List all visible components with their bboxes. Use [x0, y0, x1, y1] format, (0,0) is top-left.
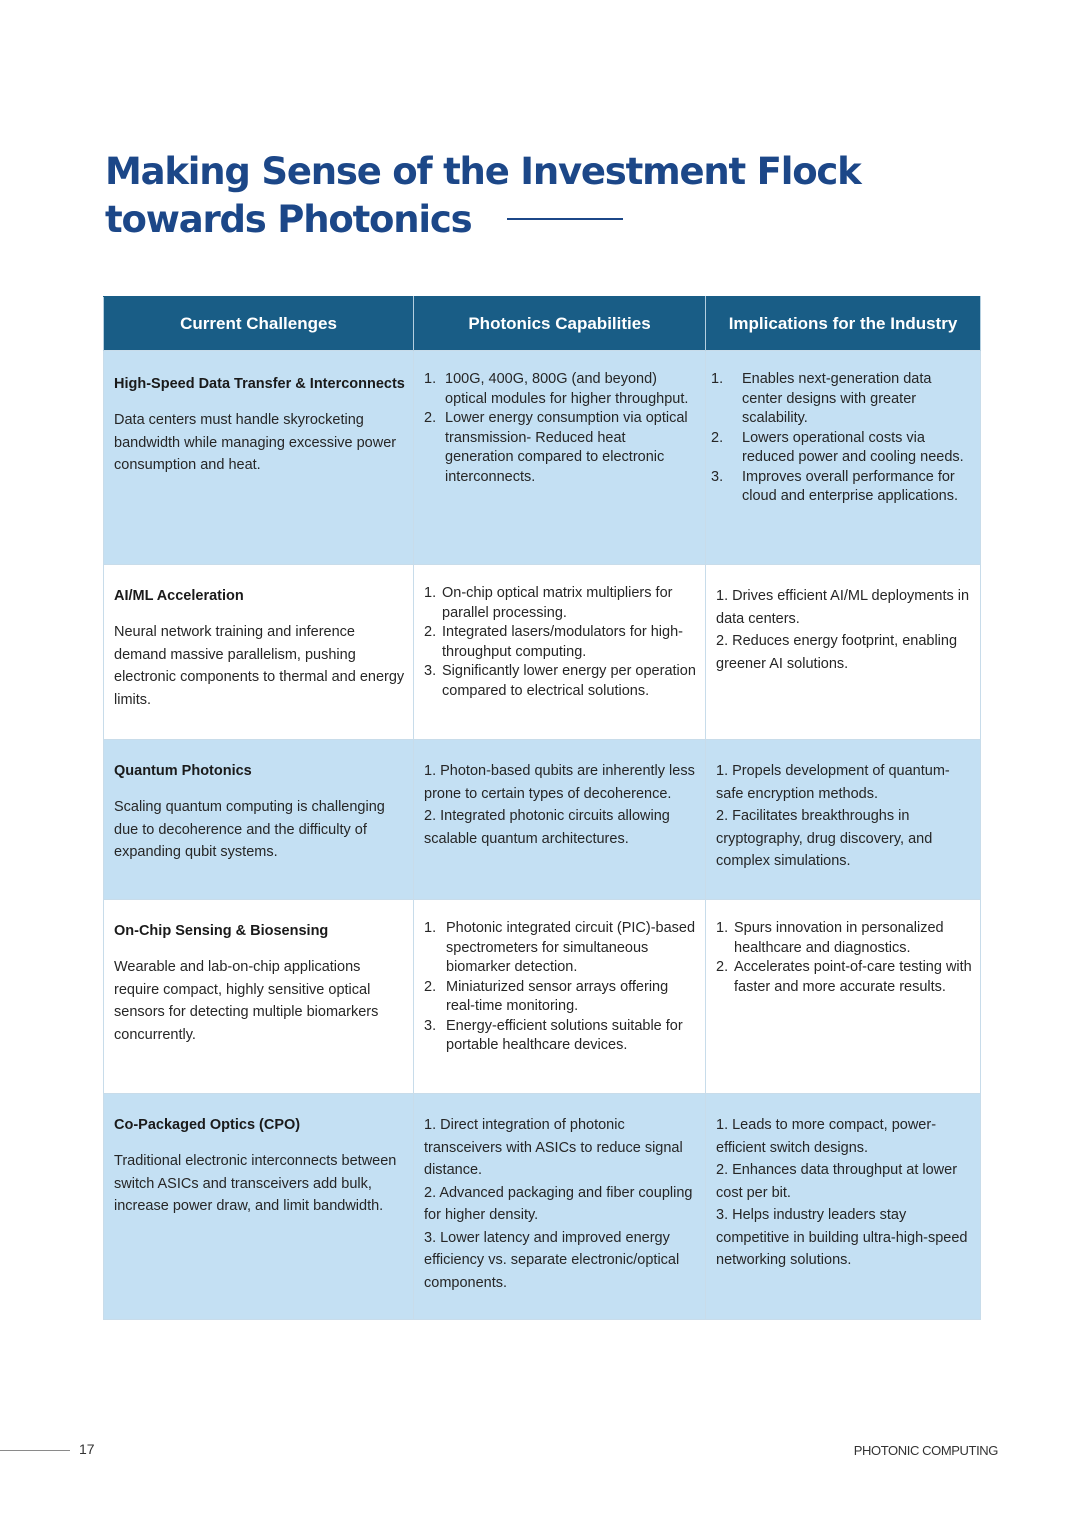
implications-list [716, 1114, 972, 1272]
implications-list [716, 760, 972, 873]
implications-cell [706, 1094, 981, 1320]
list-item: 2. Reduces energy footprint, enabling greener AI solutions. [716, 633, 958, 672]
capabilities-list [424, 760, 697, 850]
challenge-description: Wearable and lab-on-chip applications require compact, highly sensitive optical sensors for detecting multiple biomarkers concurrently. [114, 959, 379, 1043]
table-header-row [104, 297, 981, 351]
challenge-description: Neural network training and inference demand massive parallelism, pushing electronic components to thermal and energy limits. [114, 624, 405, 708]
page-title-line-1: Making Sense of the Investment Flock [105, 150, 861, 193]
list-item: 2. Integrated photonic circuits allowing scalable quantum architectures. [424, 808, 670, 847]
list-item: 1. On-chip optical matrix multipliers for parallel processing. [424, 585, 673, 621]
list-item: 3. Significantly lower energy per operation compared to electrical solutions. [424, 663, 696, 699]
implications-cell [706, 565, 981, 740]
challenge-title: Co-Packaged Optics (CPO) [114, 1117, 301, 1133]
list-item: 1. Propels development of quantum-safe encryption methods. [716, 763, 950, 802]
list-item: 1. Direct integration of photonic transceivers with ASICs to reduce signal distance. [424, 1117, 683, 1178]
footer-label: PHOTONIC COMPUTING [853, 1443, 998, 1458]
capabilities-list [424, 1114, 697, 1294]
list-item: 3. Improves overall performance for cloud and enterprise applications. [711, 468, 959, 504]
capabilities-cell [414, 740, 706, 900]
list-item: 1. 100G, 400G, 800G (and beyond) optical modules for higher throughput. [424, 371, 689, 407]
implications-cell [706, 351, 981, 565]
implications-cell [706, 740, 981, 900]
challenge-cell [104, 900, 414, 1094]
list-item: 2. Miniaturized sensor arrays offering real-time monitoring. [424, 978, 669, 1014]
challenge-description: Scaling quantum computing is challenging due to decoherence and the difficulty of expanding qubit systems. [114, 799, 385, 860]
challenge-description: Data centers must handle skyrocketing bandwidth while managing excessive power consumption and heat. [114, 412, 397, 473]
list-item: 2. Facilitates breakthroughs in cryptography, drug discovery, and complex simulations. [716, 808, 933, 869]
implications-list [711, 370, 972, 507]
table-row [104, 565, 981, 740]
header-implications: Implications for the Industry [706, 297, 981, 351]
table-row [104, 1094, 981, 1320]
challenge-title: Quantum Photonics [114, 763, 252, 779]
challenge-description: Traditional electronic interconnects between switch ASICs and transceivers add bulk, increase power draw, and limit bandwidth. [114, 1153, 397, 1214]
list-item: 1. Leads to more compact, power-efficient switch designs. [716, 1117, 937, 1156]
table-row [104, 900, 981, 1094]
page-title-line-2-text: towards Photonics [105, 198, 472, 241]
list-item: 1. Spurs innovation in personalized healthcare and diagnostics. [716, 920, 944, 956]
header-photonics-capabilities: Photonics Capabilities [414, 297, 706, 351]
list-item: 3. Energy-efficient solutions suitable for portable healthcare devices. [424, 1017, 683, 1053]
table-row [104, 351, 981, 565]
header-current-challenges: Current Challenges [104, 297, 414, 351]
list-item: 2. Enhances data throughput at lower cost per bit. [716, 1162, 958, 1201]
capabilities-list [424, 370, 697, 487]
table-row [104, 740, 981, 900]
list-item: 1. Photon-based qubits are inherently less prone to certain types of decoherence. [424, 763, 695, 802]
list-item: 3. Helps industry leaders stay competitive in building ultra-high-speed networking solutions. [716, 1207, 968, 1268]
page-title [105, 148, 861, 244]
list-item: 2. Advanced packaging and fiber coupling for higher density. [424, 1184, 693, 1223]
capabilities-cell [414, 900, 706, 1094]
implications-list [716, 919, 972, 997]
capabilities-cell [414, 565, 706, 740]
implications-cell [706, 900, 981, 1094]
page-title-line-2 [105, 196, 861, 244]
capabilities-list [424, 584, 697, 701]
footer-rule [0, 1450, 70, 1451]
page-number: 17 [79, 1441, 95, 1457]
implications-list [716, 585, 972, 675]
list-item: 2. Integrated lasers/modulators for high-throughput computing. [424, 624, 683, 660]
challenge-title: High-Speed Data Transfer & Interconnects [114, 376, 405, 392]
title-underline-rule [507, 218, 623, 220]
challenge-cell [104, 740, 414, 900]
challenge-cell [104, 351, 414, 565]
challenge-title: AI/ML Acceleration [114, 588, 244, 604]
list-item: 2. Accelerates point-of-care testing with faster and more accurate results. [716, 959, 972, 995]
challenge-title: On-Chip Sensing & Biosensing [114, 923, 329, 939]
list-item: 1. Drives efficient AI/ML deployments in data centers. [716, 588, 970, 627]
list-item: 2. Lower energy consumption via optical transmission- Reduced heat generation compared to electronic interconnects. [424, 410, 688, 485]
list-item: 1. Photonic integrated circuit (PIC)-based spectrometers for simultaneous biomarker detection. [424, 920, 696, 975]
challenge-cell [104, 565, 414, 740]
capabilities-list [424, 919, 697, 1056]
list-item: 1. Enables next-generation data center designs with greater scalability. [711, 371, 932, 426]
list-item: 3. Lower latency and improved energy efficiency vs. separate electronic/optical components. [424, 1229, 680, 1291]
challenge-cell [104, 1094, 414, 1320]
capabilities-cell [414, 351, 706, 565]
capabilities-cell [414, 1094, 706, 1320]
list-item: 2. Lowers operational costs via reduced power and cooling needs. [711, 429, 964, 465]
comparison-table [103, 296, 981, 1320]
